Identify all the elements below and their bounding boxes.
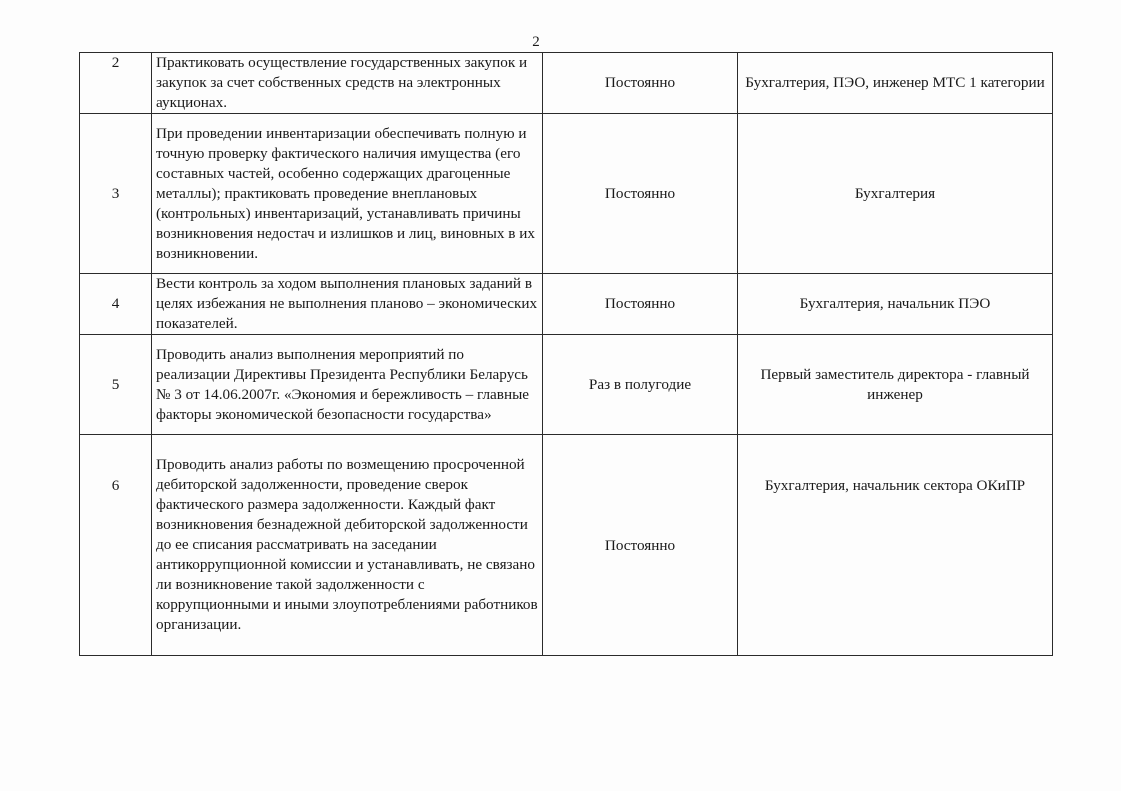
table-row [80, 53, 1053, 114]
period-text: Раз в полугодие [543, 335, 738, 435]
table-row [80, 335, 1053, 435]
responsible-text: Бухгалтерия, ПЭО, инженер МТС 1 категории [738, 53, 1053, 114]
row-number: 4 [80, 274, 152, 335]
period-text: Постоянно [543, 435, 738, 656]
measures-table [79, 52, 1053, 656]
period-text: Постоянно [543, 274, 738, 335]
responsible-text: Первый заместитель директора - главный инженер [738, 335, 1053, 435]
measure-text: При проведении инвентаризации обеспечивать полную и точную проверку фактического наличия имущества (его составных частей, особенно содержащих драгоценные металлы); практиковать проведение внеплановых (контрольных) инвентаризаций, устанавливать причины возникновения недостач и излишков и лиц, виновных в их возникновении. [152, 114, 543, 274]
responsible-text: Бухгалтерия, начальник ПЭО [738, 274, 1053, 335]
responsible-text: Бухгалтерия [738, 114, 1053, 274]
page-number: 2 [532, 34, 540, 50]
responsible-text: Бухгалтерия, начальник сектора ОКиПР [738, 435, 1053, 656]
row-number: 3 [80, 114, 152, 274]
row-number: 6 [80, 435, 152, 656]
table-row [80, 435, 1053, 656]
table-row [80, 114, 1053, 274]
table-row [80, 274, 1053, 335]
measure-text: Проводить анализ выполнения мероприятий по реализации Директивы Президента Республики Беларусь № 3 от 14.06.2007г. «Экономия и бережливость – главные факторы экономической безопасности государства» [152, 335, 543, 435]
row-number: 2 [80, 53, 152, 114]
period-text: Постоянно [543, 53, 738, 114]
measure-text: Проводить анализ работы по возмещению просроченной дебиторской задолженности, проведение сверок фактического размера задолженности. Каждый факт возникновения безнадежной дебиторской задолженности до ее списания рассматривать на заседании антикоррупционной комиссии и устанавливать, не связано ли возникновение такой задолженности с коррупционными и иными злоупотреблениями работников организации. [152, 435, 543, 656]
measure-text: Вести контроль за ходом выполнения плановых заданий в целях избежания не выполнения планово – экономических показателей. [152, 274, 543, 335]
row-number: 5 [80, 335, 152, 435]
period-text: Постоянно [543, 114, 738, 274]
measure-text: Практиковать осуществление государственных закупок и закупок за счет собственных средств на электронных аукционах. [152, 53, 543, 114]
